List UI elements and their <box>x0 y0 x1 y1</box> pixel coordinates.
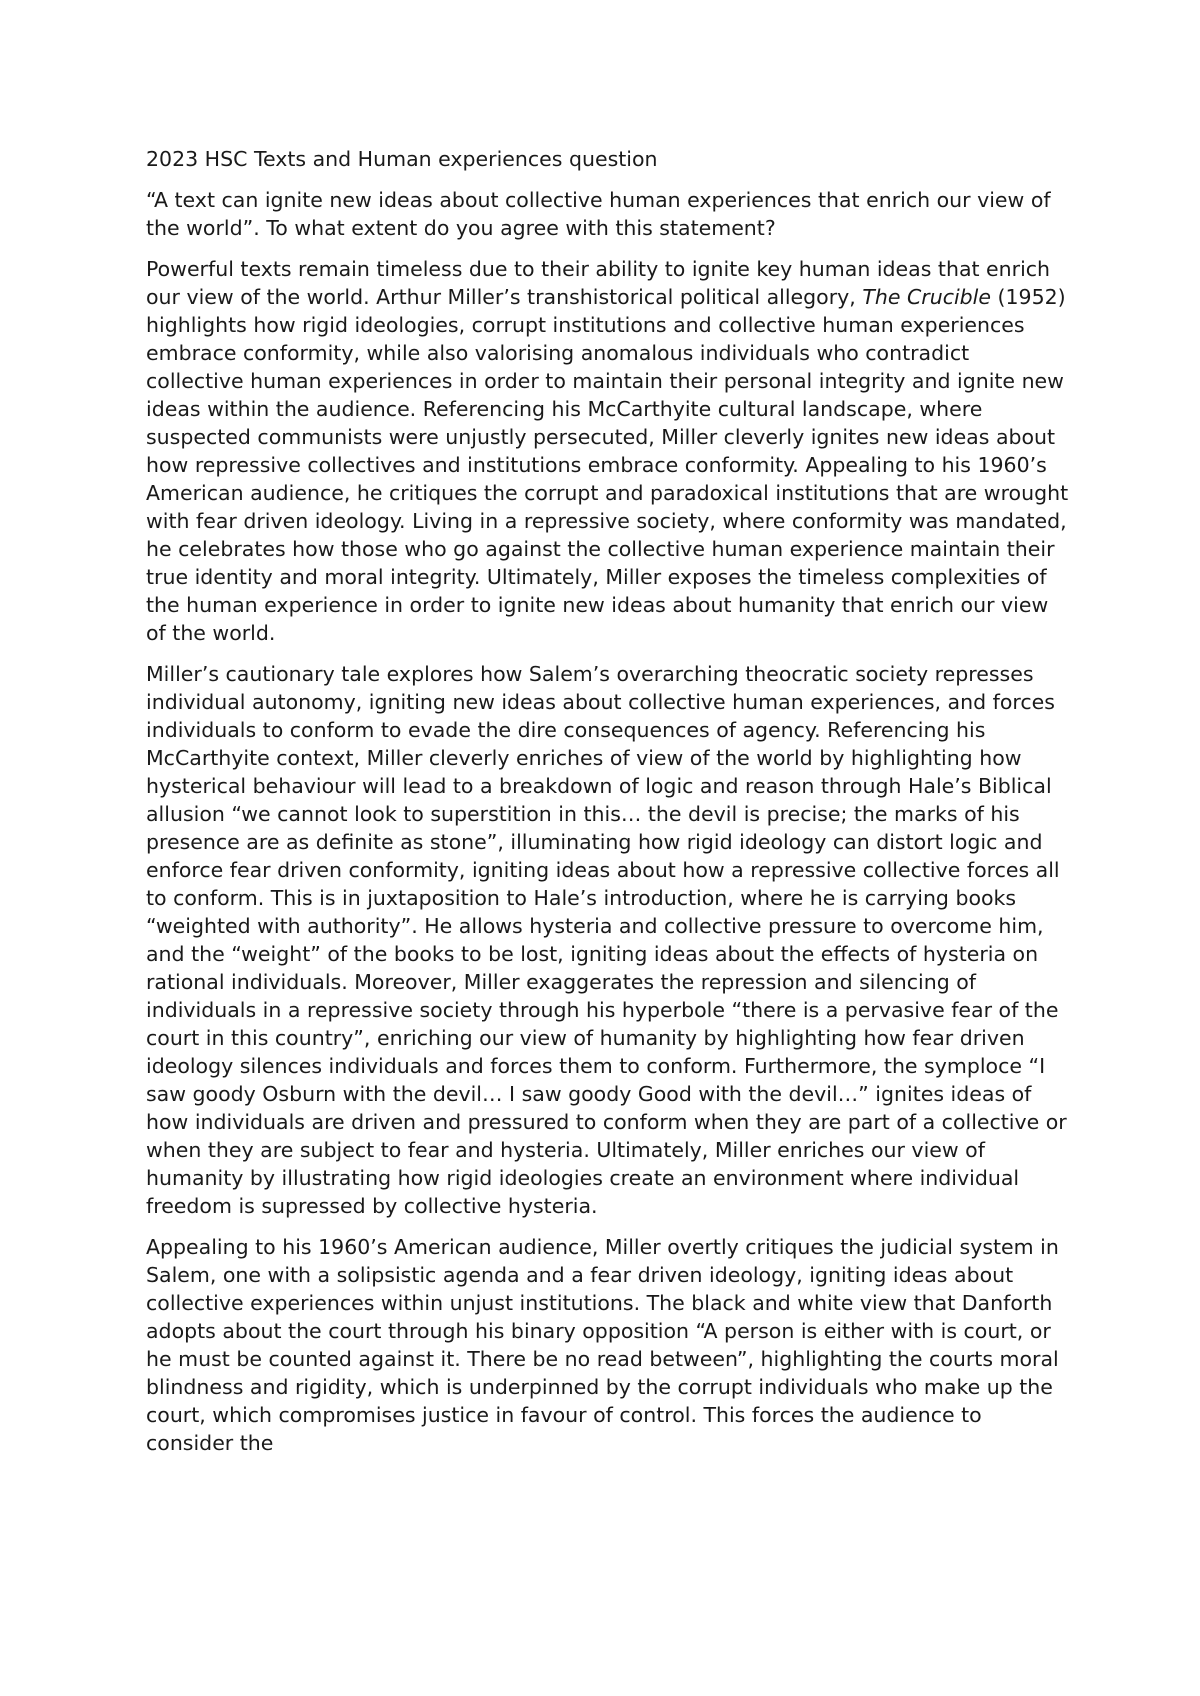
body-paragraph-1: Miller’s cautionary tale explores how Salem’s overarching theocratic society represses individual autonomy, igniting new ideas about collective human experiences, and forces individuals to conform to evade the dire consequences of agency. Referencing his McCarthyite context, Miller cleverly enriches of view of the world by highlighting how hysterical behaviour will lead to a breakdown of logic and reason through Hale’s Biblical allusion “we cannot look to superstition in this… the devil is precise; the marks of his presence are as definite as stone”, illuminating how rigid ideology can distort logic and enforce fear driven conformity, igniting ideas about how a repressive collective forces all to conform. This is in juxtaposition to Hale’s introduction, where he is carrying books “weighted with authority”. He allows hysteria and collective pressure to overcome him, and the “weight” of the books to be lost, igniting ideas about the effects of hysteria on rational individuals. Moreover, Miller exaggerates the repression and silencing of individuals in a repressive society through his hyperbole “there is a pervasive fear of the court in this country”, enriching our view of humanity by highlighting how fear driven ideology silences individuals and forces them to conform. Furthermore, the symploce “I saw goody Osburn with the devil… I saw goody Good with the devil…” ignites ideas of how individuals are driven and pressured to conform when they are part of a collective or when they are subject to fear and hysteria. Ultimately, Miller enriches our view of humanity by illustrating how rigid ideologies create an environment where individual freedom is supressed by collective hysteria. <box>146 662 1067 1218</box>
question-paragraph: “A text can ignite new ideas about collective human experiences that enrich our view of the world”. To what extent do you agree with this statement? <box>146 188 1051 240</box>
body-paragraph-2: Appealing to his 1960’s American audience, Miller overtly critiques the judicial system in Salem, one with a solipsistic agenda and a fear driven ideology, igniting ideas about collective experiences within unjust institutions. The black and white view that Danforth adopts about the court through his binary opposition “A person is either with is court, or he must be counted against it. There be no read between”, highlighting the courts moral blindness and rigidity, which is underpinned by the corrupt individuals who make up the court, which compromises justice in favour of control. This forces the audience to consider the <box>146 1235 1059 1455</box>
document-heading: 2023 HSC Texts and Human experiences question <box>146 147 658 171</box>
intro-text-part2: (1952) highlights how rigid ideologies, corrupt institutions and collective human experiences embrace conformity, while also valorising anomalous individuals who contradict collective human experiences in order to maintain their personal integrity and ignite new ideas within the audience. Referencing his McCarthyite cultural landscape, where suspected communists were unjustly persecuted, Miller cleverly ignites new ideas about how repressive collectives and institutions embrace conformity. Appealing to his 1960’s American audience, he critiques the corrupt and paradoxical institutions that are wrought with fear driven ideology. Living in a repressive society, where conformity was mandated, he celebrates how those who go against the collective human experience maintain their true identity and moral integrity. Ultimately, Miller exposes the timeless complexities of the human experience in order to ignite new ideas about humanity that enrich our view of the world. <box>146 285 1069 645</box>
intro-text-part1: Powerful texts remain timeless due to their ability to ignite key human ideas that enrich our view of the world. Arthur Miller’s transhistorical political allegory, <box>146 257 1051 309</box>
document-body <box>146 145 1071 1470</box>
text-title: The Crucible <box>862 285 991 309</box>
intro-paragraph <box>146 255 1071 647</box>
